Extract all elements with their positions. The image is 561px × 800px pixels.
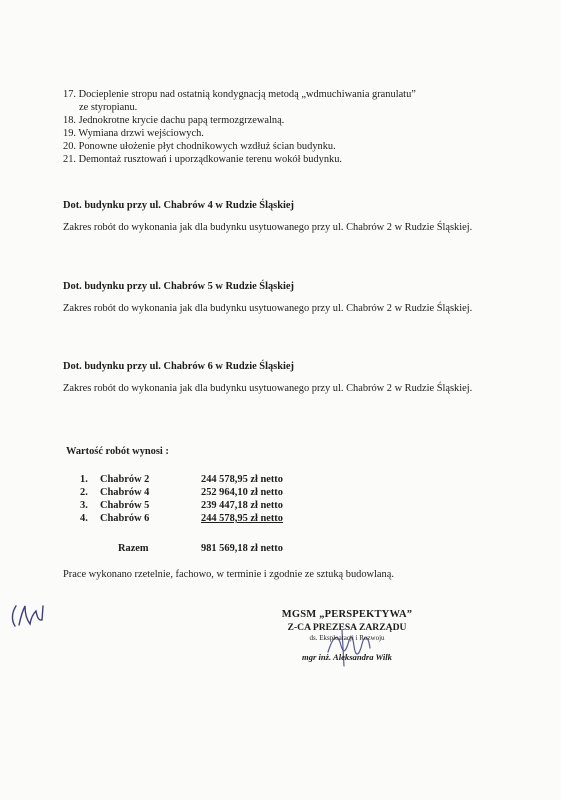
section-heading-chabrow-6: Dot. budynku przy ul. Chabrów 6 w Rudzie Śląskiej bbox=[63, 361, 294, 372]
cost-row-amount: 244 578,95 zł netto bbox=[201, 474, 283, 485]
list-item: 19. Wymiana drzwi wejściowych. bbox=[63, 128, 204, 139]
cost-row-amount: 252 964,10 zł netto bbox=[201, 487, 283, 498]
cost-row-amount: 239 447,18 zł netto bbox=[201, 500, 283, 511]
list-item: 20. Ponowne ułożenie płyt chodnikowych wzdłuż ścian budynku. bbox=[63, 141, 336, 152]
section-text-chabrow-6: Zakres robót do wykonania jak dla budynku usytuowanego przy ul. Chabrów 2 w Rudzie Śląskiej. bbox=[63, 383, 473, 394]
section-heading-chabrow-4: Dot. budynku przy ul. Chabrów 4 w Rudzie Śląskiej bbox=[63, 200, 294, 211]
cost-total-amount: 981 569,18 zł netto bbox=[201, 543, 283, 554]
handwritten-mark-image bbox=[8, 598, 58, 638]
list-item: 18. Jednokrotne krycie dachu papą termozgrzewalną. bbox=[63, 115, 285, 126]
list-item: 17. Docieplenie stropu nad ostatnią kondygnacją metodą „wdmuchiwania granulatu” bbox=[63, 89, 416, 100]
cost-row-name: Chabrów 4 bbox=[100, 487, 150, 498]
cost-row-name: Chabrów 2 bbox=[100, 474, 150, 485]
cost-row-name: Chabrów 5 bbox=[100, 500, 150, 511]
closing-statement: Prace wykonano rzetelnie, fachowo, w terminie i zgodnie ze sztuką budowlaną. bbox=[63, 569, 394, 580]
cost-row-number: 1. bbox=[80, 474, 88, 485]
stamp-signatory: mgr inż. Aleksandra Wilk bbox=[302, 652, 392, 662]
cost-total-label: Razem bbox=[118, 543, 149, 554]
section-heading-chabrow-5: Dot. budynku przy ul. Chabrów 5 w Rudzie Śląskiej bbox=[63, 281, 294, 292]
section-text-chabrow-5: Zakres robót do wykonania jak dla budynku usytuowanego przy ul. Chabrów 2 w Rudzie Śląskiej. bbox=[63, 303, 473, 314]
cost-row bbox=[80, 512, 283, 525]
cost-row bbox=[80, 499, 283, 512]
list-item-continuation: ze styropianu. bbox=[79, 102, 138, 113]
section-text-chabrow-4: Zakres robót do wykonania jak dla budynku usytuowanego przy ul. Chabrów 2 w Rudzie Śląskiej. bbox=[63, 222, 473, 233]
stamp-company-name: MGSM „PERSPEKTYWA” bbox=[281, 609, 413, 620]
cost-row bbox=[80, 473, 283, 486]
list-item: 21. Demontaż rusztowań i uporządkowanie terenu wokół budynku. bbox=[63, 154, 343, 165]
cost-total bbox=[118, 542, 283, 555]
stamp-position: Z-CA PREZESA ZARZĄDU bbox=[287, 622, 407, 633]
company-stamp bbox=[272, 608, 422, 664]
cost-row-number: 2. bbox=[80, 487, 88, 498]
cost-row-amount: 244 578,95 zł netto bbox=[201, 513, 283, 524]
cost-row-name: Chabrów 6 bbox=[100, 513, 150, 524]
work-items-list bbox=[63, 88, 416, 166]
costs-heading: Wartość robót wynosi : bbox=[66, 446, 169, 457]
stamp-department: ds. Eksploatacji i Rozwoju bbox=[309, 634, 385, 642]
cost-row bbox=[80, 486, 283, 499]
cost-row-number: 3. bbox=[80, 500, 88, 511]
cost-row-number: 4. bbox=[80, 513, 88, 524]
